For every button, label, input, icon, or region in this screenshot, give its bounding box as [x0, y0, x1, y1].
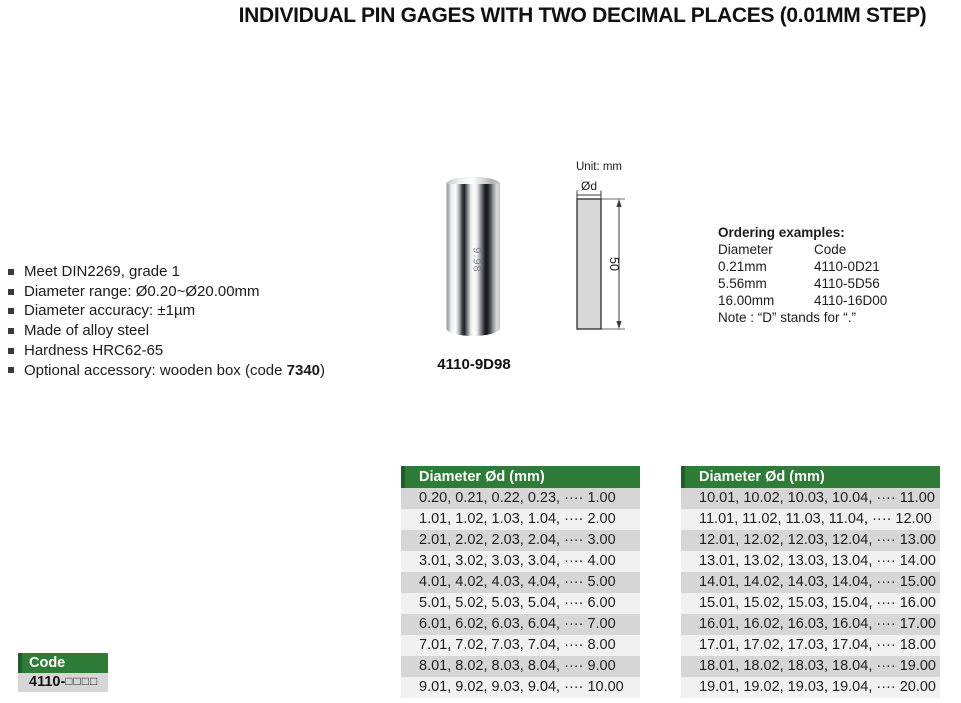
accessory-code: 7340: [286, 361, 321, 379]
table-row: 16.01, 16.02, 16.03, 16.04, ···· 17.00: [681, 614, 940, 635]
diameter-table-left: [401, 466, 640, 698]
table-row: 15.01, 15.02, 15.03, 15.04, ···· 16.00: [681, 593, 940, 614]
table-row: 18.01, 18.02, 18.03, 18.04, ···· 19.00: [681, 656, 940, 677]
ordering-diameter: 5.56mm: [718, 276, 767, 291]
table-row: 2.01, 2.02, 2.03, 2.04, ···· 3.00: [401, 530, 640, 551]
table-row: 1.01, 1.02, 1.03, 1.04, ···· 2.00: [401, 509, 640, 530]
table-rows: [681, 488, 940, 698]
ordering-note: Note : “D” stands for “.”: [718, 310, 857, 325]
table-header: Diameter Ød (mm): [401, 466, 640, 488]
table-row: 10.01, 10.02, 10.03, 10.04, ···· 11.00: [681, 488, 940, 509]
table-rows: [401, 488, 640, 698]
bullet-icon: [8, 289, 14, 295]
table-header: Diameter Ød (mm): [681, 466, 940, 488]
bullet-icon: [8, 308, 14, 314]
feature-item: [8, 262, 325, 282]
feature-list: [8, 262, 325, 380]
diameter-table-right: [681, 466, 940, 698]
feature-text: Made of alloy steel: [24, 322, 150, 340]
ordering-row: [718, 258, 887, 275]
pin-outline-rect: [577, 199, 601, 329]
pin-code-label: 4110-9D98: [437, 356, 511, 373]
ordering-diameter: 16.00mm: [718, 293, 775, 308]
bullet-icon: [8, 367, 14, 373]
dimension-drawing: [563, 157, 643, 349]
ordering-examples: [718, 224, 887, 326]
table-row: 17.01, 17.02, 17.03, 17.04, ···· 18.00: [681, 635, 940, 656]
ordering-col-code: Code: [814, 242, 847, 257]
code-header: Code: [18, 653, 108, 673]
code-prefix: 4110-: [29, 674, 66, 690]
bullet-icon: [8, 348, 14, 354]
table-row: 6.01, 6.02, 6.03, 6.04, ···· 7.00: [401, 614, 640, 635]
bullet-icon: [8, 269, 14, 275]
feature-text: Hardness HRC62-65: [24, 341, 164, 359]
feature-text: Diameter range: Ø0.20~Ø20.00mm: [24, 282, 260, 300]
feature-item-accessory: [8, 361, 325, 381]
ordering-row: [718, 292, 887, 309]
ordering-column-headers: [718, 241, 887, 258]
code-block: [18, 653, 108, 692]
table-row: 19.01, 19.02, 19.03, 19.04, ···· 20.00: [681, 677, 940, 698]
ordering-heading: Ordering examples:: [718, 225, 845, 240]
feature-item: [8, 301, 325, 321]
pin-engraving: 9.98: [470, 247, 483, 273]
code-placeholder-boxes: □□□□: [65, 674, 99, 688]
ordering-row: [718, 275, 887, 292]
table-row: 14.01, 14.02, 14.03, 14.04, ···· 15.00: [681, 572, 940, 593]
ordering-code: 4110-16D00: [814, 293, 888, 308]
table-row: 9.01, 9.02, 9.03, 9.04, ···· 10.00: [401, 677, 640, 698]
table-row: 3.01, 3.02, 3.03, 3.04, ···· 4.00: [401, 551, 640, 572]
pin-gage-photo: [446, 184, 500, 336]
ordering-code: 4110-0D21: [814, 259, 880, 274]
feature-text: Optional accessory: wooden box (code 7340): [24, 361, 326, 379]
diameter-dim-label: Ød: [580, 179, 598, 193]
table-row: 12.01, 12.02, 12.03, 12.04, ···· 13.00: [681, 530, 940, 551]
code-value: [18, 673, 108, 692]
feature-item: [8, 321, 325, 341]
feature-item: [8, 282, 325, 302]
table-row: 8.01, 8.02, 8.03, 8.04, ···· 9.00: [401, 656, 640, 677]
feature-text: Diameter accuracy: ±1µm: [24, 302, 196, 320]
length-dim-label: 50: [607, 257, 621, 271]
feature-text: Meet DIN2269, grade 1: [24, 263, 180, 280]
feature-item: [8, 341, 325, 361]
ordering-code: 4110-5D56: [814, 276, 880, 291]
table-row: 13.01, 13.02, 13.03, 13.04, ···· 14.00: [681, 551, 940, 572]
ordering-col-diameter: Diameter: [718, 242, 773, 257]
table-row: 5.01, 5.02, 5.03, 5.04, ···· 6.00: [401, 593, 640, 614]
table-row: 7.01, 7.02, 7.03, 7.04, ···· 8.00: [401, 635, 640, 656]
page-title: INDIVIDUAL PIN GAGES WITH TWO DECIMAL PLACES (0.01MM STEP): [238, 4, 927, 27]
bullet-icon: [8, 328, 14, 334]
unit-label: Unit: mm: [576, 161, 622, 173]
table-row: 4.01, 4.02, 4.03, 4.04, ···· 5.00: [401, 572, 640, 593]
ordering-diameter: 0.21mm: [718, 259, 767, 274]
table-row: 11.01, 11.02, 11.03, 11.04, ···· 12.00: [681, 509, 940, 530]
table-row: 0.20, 0.21, 0.22, 0.23, ···· 1.00: [401, 488, 640, 509]
